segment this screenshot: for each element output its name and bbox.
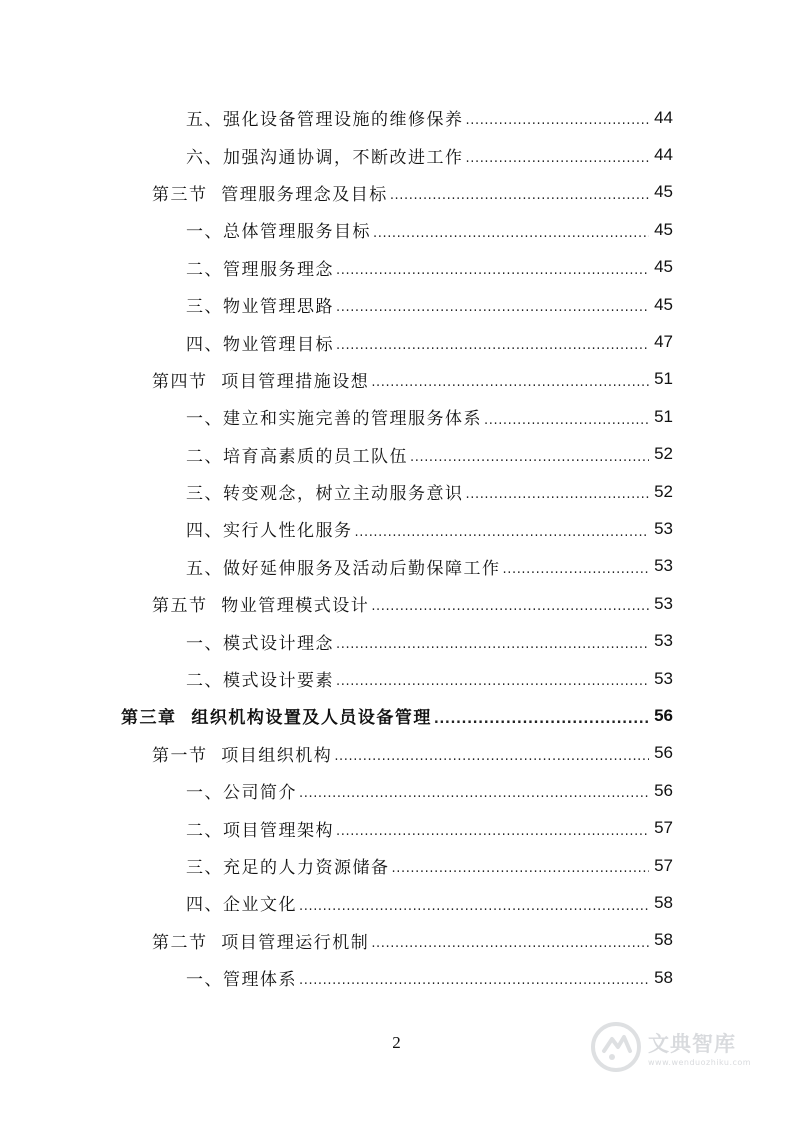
toc-leader-dots — [371, 599, 649, 622]
toc-entry[interactable] — [0, 809, 793, 846]
toc-entry-page: 57 — [654, 855, 673, 875]
toc-entry[interactable] — [0, 847, 793, 884]
toc-entry[interactable] — [0, 323, 793, 360]
toc-entry-title: 二、项目管理架构 — [186, 820, 334, 841]
toc-entry-title: 第五节 物业管理模式设计 — [152, 596, 370, 617]
page-number: 2 — [392, 1033, 401, 1052]
toc-entry[interactable] — [0, 99, 793, 136]
toc-leader-dots — [392, 861, 650, 884]
toc-entry-page: 51 — [654, 406, 673, 426]
toc-leader-dots — [299, 973, 649, 996]
toc-leader-dots — [503, 562, 650, 585]
toc-entry[interactable] — [0, 286, 793, 323]
toc-leader-dots — [336, 263, 649, 286]
toc-entry-title: 第三章 组织机构设置及人员设备管理 — [121, 708, 432, 729]
toc-entry[interactable] — [0, 473, 793, 510]
toc-leader-dots — [390, 188, 649, 211]
toc-entry-title: 一、管理体系 — [186, 970, 297, 991]
toc-leader-dots — [371, 936, 649, 959]
toc-entry-page: 53 — [654, 631, 673, 651]
toc-entry-page: 57 — [654, 818, 673, 838]
toc-leader-dots — [371, 375, 649, 398]
toc-entry-title: 六、加强沟通协调，不断改进工作 — [186, 147, 464, 168]
toc-leader-dots — [355, 525, 650, 548]
toc-entry[interactable] — [0, 510, 793, 547]
toc-entry-title: 第四节 项目管理措施设想 — [152, 371, 370, 392]
toc-entry[interactable] — [0, 211, 793, 248]
toc-entry-title: 四、企业文化 — [186, 895, 297, 916]
watermark-text — [648, 1028, 751, 1067]
toc-entry-title: 五、做好延伸服务及活动后勤保障工作 — [186, 558, 501, 579]
toc-leader-dots — [466, 113, 650, 136]
toc-entry-page: 58 — [654, 930, 673, 950]
toc-entry-title: 第三节 管理服务理念及目标 — [152, 184, 388, 205]
toc-entry-title: 五、强化设备管理设施的维修保养 — [186, 110, 464, 131]
toc-entry-page: 52 — [654, 481, 673, 501]
toc-entry[interactable] — [0, 398, 793, 435]
toc-entry[interactable] — [0, 622, 793, 659]
toc-entry-title: 二、管理服务理念 — [186, 259, 334, 280]
toc-section-entry[interactable] — [0, 174, 793, 211]
toc-entry-page: 56 — [654, 743, 673, 763]
toc-leader-dots — [299, 899, 649, 922]
toc-entry-title: 四、物业管理目标 — [186, 334, 334, 355]
toc-leader-dots — [434, 712, 649, 735]
toc-entry-page: 44 — [654, 107, 673, 127]
toc-entry-page: 45 — [654, 182, 673, 202]
toc-entry[interactable] — [0, 884, 793, 921]
toc-leader-dots — [484, 413, 649, 436]
toc-entry-page: 56 — [654, 705, 673, 725]
toc-leader-dots — [334, 749, 649, 772]
toc-entry-title: 一、模式设计理念 — [186, 633, 334, 654]
toc-leader-dots — [336, 300, 649, 323]
toc-entry[interactable] — [0, 772, 793, 809]
toc-leader-dots — [336, 338, 649, 361]
toc-entry-title: 一、公司简介 — [186, 783, 297, 804]
toc-entry-title: 二、培育高素质的员工队伍 — [186, 446, 408, 467]
toc-entry-title: 四、实行人性化服务 — [186, 521, 353, 542]
toc-entry[interactable] — [0, 660, 793, 697]
toc-leader-dots — [410, 450, 649, 473]
toc-entry-title: 二、模式设计要素 — [186, 671, 334, 692]
toc-entry-title: 三、充足的人力资源储备 — [186, 858, 390, 878]
toc-entry-page: 47 — [654, 332, 673, 352]
toc-entry-page: 58 — [654, 967, 673, 987]
toc-section-entry[interactable] — [0, 735, 793, 772]
toc-leader-dots — [466, 151, 650, 174]
toc-entry-page: 53 — [654, 518, 673, 538]
toc-entry-title: 一、总体管理服务目标 — [186, 222, 371, 243]
toc-entry[interactable] — [0, 136, 793, 173]
toc-entry[interactable] — [0, 436, 793, 473]
toc-leader-dots — [336, 637, 649, 660]
toc-entry-page: 51 — [654, 369, 673, 389]
watermark-subtitle: www.wenduozhiku.com — [648, 1057, 752, 1067]
toc-leader-dots — [299, 786, 649, 809]
toc-leader-dots — [336, 674, 649, 697]
toc-leader-dots — [466, 487, 650, 510]
watermark — [590, 1018, 760, 1076]
toc-leader-dots — [373, 226, 649, 249]
toc-entry[interactable] — [0, 959, 793, 996]
toc-entry-page: 53 — [654, 556, 673, 576]
toc-entry-page: 58 — [654, 892, 673, 912]
toc-entry-page: 53 — [654, 593, 673, 613]
toc-entry-title: 三、转变观念，树立主动服务意识 — [186, 484, 464, 505]
toc-entry-page: 45 — [654, 219, 673, 239]
watermark-title: 文典智库 — [648, 1031, 736, 1056]
wenduo-logo-icon — [590, 1021, 642, 1073]
toc-entry[interactable] — [0, 249, 793, 286]
toc-section-entry[interactable] — [0, 922, 793, 959]
toc-leader-dots — [336, 824, 649, 847]
toc-entry-page: 52 — [654, 444, 673, 464]
toc-chapter-entry[interactable] — [0, 697, 793, 734]
toc-entry-title: 第一节 项目组织机构 — [152, 745, 333, 766]
toc-entry-page: 44 — [654, 145, 673, 165]
toc-entry-page: 45 — [654, 294, 673, 314]
toc-entry-title: 第二节 项目管理运行机制 — [152, 932, 370, 953]
toc-section-entry[interactable] — [0, 361, 793, 398]
toc-entry-page: 56 — [654, 780, 673, 800]
toc-entry[interactable] — [0, 548, 793, 585]
toc-entry-title: 一、建立和实施完善的管理服务体系 — [186, 409, 482, 430]
table-of-contents — [0, 99, 793, 996]
toc-entry-title: 三、物业管理思路 — [186, 297, 334, 318]
toc-section-entry[interactable] — [0, 585, 793, 622]
toc-entry-page: 53 — [654, 668, 673, 688]
toc-entry-page: 45 — [654, 257, 673, 277]
